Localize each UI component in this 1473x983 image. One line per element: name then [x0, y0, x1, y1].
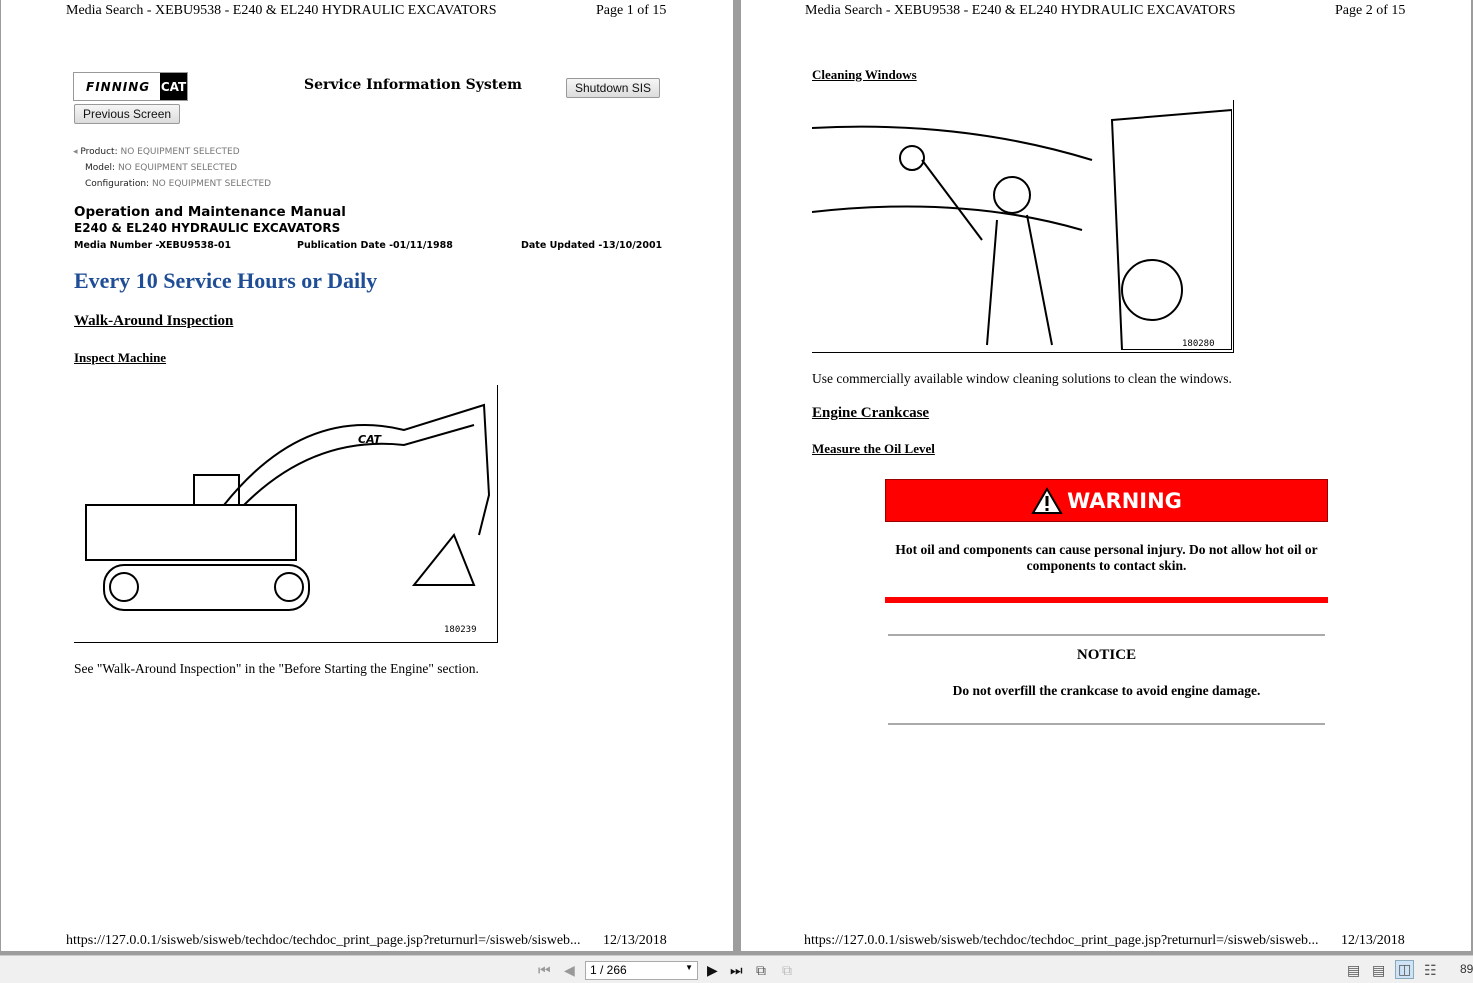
main-heading: Every 10 Service Hours or Daily — [74, 268, 378, 293]
subsection-heading: Cleaning Windows — [812, 67, 917, 82]
last-page-icon[interactable]: ⏭ — [730, 962, 743, 978]
figure-number: 180280 — [1182, 339, 1215, 349]
page-header-title: Media Search - XEBU9538 - E240 & EL240 HYDRAULIC EXCAVATORS — [805, 3, 1236, 18]
footer-date: 12/13/2018 — [603, 933, 667, 948]
first-page-icon[interactable]: ⏮ — [538, 962, 551, 978]
notice-text: Do not overfill the crankcase to avoid engine damage. — [952, 683, 1261, 698]
equipment-info — [73, 144, 271, 192]
operator-cleaning-window-illustration — [812, 100, 1232, 350]
zoom-level[interactable]: 89 — [1460, 962, 1473, 976]
logo-finning: FINNING — [86, 79, 151, 94]
page-header-title: Media Search - XEBU9538 - E240 & EL240 HYDRAULIC EXCAVATORS — [66, 3, 497, 18]
manual-title: Operation and Maintenance Manual — [74, 204, 346, 220]
chevron-down-icon: ▼ — [685, 963, 693, 972]
notice-divider-bottom — [888, 723, 1325, 725]
footer-url: https://127.0.0.1/sisweb/sisweb/techdoc/techdoc_print_page.jsp?returnurl=/sisweb/sisweb... — [66, 933, 581, 948]
figure-number: 180239 — [444, 625, 477, 635]
pdf-page-1 — [1, 0, 733, 951]
back-arrow-icon[interactable]: ◂ — [73, 147, 81, 157]
logo-cat: CAT — [160, 73, 187, 100]
two-page-view-icon[interactable]: ◫ — [1395, 960, 1414, 979]
warning-title: WARNING — [1067, 488, 1182, 513]
config-value: NO EQUIPMENT SELECTED — [151, 179, 272, 189]
page-number-select[interactable] — [585, 961, 698, 980]
warning-bottom-bar — [885, 597, 1328, 603]
date-updated: Date Updated -13/10/2001 — [521, 240, 663, 251]
publication-date: Publication Date -01/11/1988 — [297, 240, 453, 251]
product-label: Product: — [80, 147, 118, 157]
subsection-heading: Measure the Oil Level — [812, 441, 935, 456]
figure-cat-label: CAT — [358, 433, 382, 446]
finning-cat-logo — [73, 72, 188, 101]
model-label: Model: — [85, 163, 116, 173]
notice-title: NOTICE — [1076, 647, 1137, 663]
excavator-illustration — [74, 385, 494, 640]
media-number: Media Number -XEBU9538-01 — [74, 240, 232, 251]
warning-triangle-icon — [1031, 487, 1063, 515]
subsection-heading: Inspect Machine — [74, 350, 167, 365]
next-view-icon[interactable]: ⧉ — [782, 962, 792, 978]
pdf-page-2 — [741, 0, 1471, 951]
next-page-icon[interactable]: ▶ — [707, 962, 718, 978]
single-page-view-icon[interactable]: ▤ — [1347, 962, 1361, 978]
cleaning-windows-figure — [812, 100, 1234, 353]
previous-page-icon[interactable]: ◀ — [564, 962, 575, 978]
warning-text: Hot oil and components can cause personal injury. Do not allow hot oil or components to contact skin. — [895, 542, 1318, 573]
body-text: Use commercially available window cleaning solutions to clean the windows. — [812, 371, 1232, 386]
sis-title: Service Information System — [304, 77, 522, 93]
footer-date: 12/13/2018 — [1341, 933, 1405, 948]
product-value: NO EQUIPMENT SELECTED — [120, 147, 240, 157]
section-heading: Walk-Around Inspection — [74, 313, 234, 329]
previous-view-icon[interactable]: ⧉ — [756, 962, 766, 978]
body-text: See "Walk-Around Inspection" in the "Before Starting the Engine" section. — [74, 661, 479, 676]
page-number-value: 1 / 266 — [590, 963, 627, 977]
two-page-continuous-view-icon[interactable]: ☷ — [1424, 962, 1437, 978]
continuous-view-icon[interactable]: ▤ — [1372, 962, 1386, 978]
page-header-number: Page 2 of 15 — [1335, 3, 1406, 18]
config-label: Configuration: — [85, 179, 150, 189]
previous-screen-button[interactable]: Previous Screen — [74, 104, 180, 124]
section-heading: Engine Crankcase — [812, 405, 930, 421]
footer-url: https://127.0.0.1/sisweb/sisweb/techdoc/techdoc_print_page.jsp?returnurl=/sisweb/sisweb... — [804, 933, 1319, 948]
pdf-navigation-toolbar — [0, 955, 1473, 983]
warning-banner — [885, 479, 1328, 522]
manual-subtitle: E240 & EL240 HYDRAULIC EXCAVATORS — [74, 221, 341, 235]
excavator-figure — [74, 385, 498, 643]
page-header-number: Page 1 of 15 — [596, 3, 667, 18]
model-value: NO EQUIPMENT SELECTED — [117, 163, 238, 173]
shutdown-sis-button[interactable]: Shutdown SIS — [566, 78, 660, 98]
notice-divider-top — [888, 634, 1325, 636]
